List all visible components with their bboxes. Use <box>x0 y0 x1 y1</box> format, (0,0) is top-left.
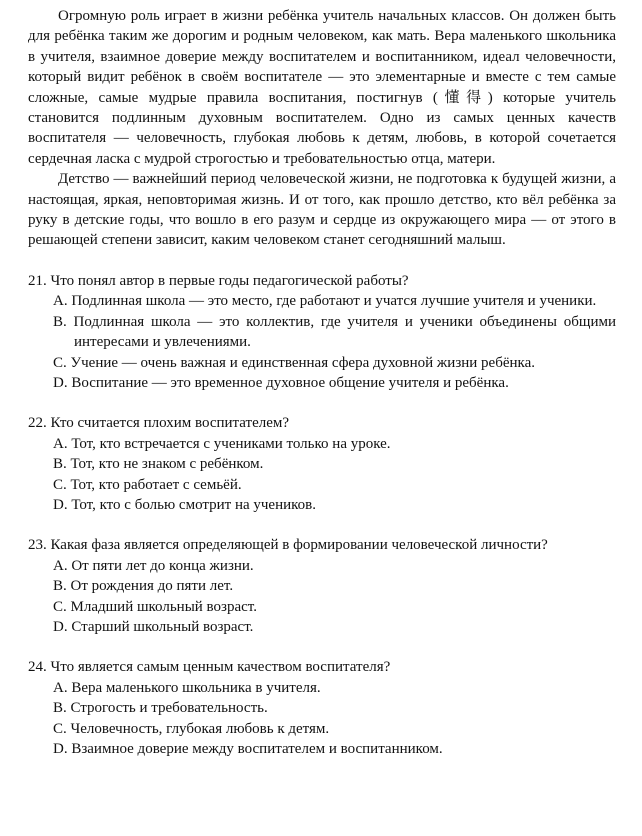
option-c: C. Человечность, глубокая любовь к детям. <box>53 720 330 737</box>
option-d: D. Воспитание — это временное духовное общение учителя и ребёнка. <box>53 374 509 391</box>
section-spacer <box>28 251 616 271</box>
option-d: D. Тот, кто с болью смотрит на учеников. <box>53 496 316 513</box>
answer-options <box>28 434 616 516</box>
option-d: D. Старший школьный возраст. <box>53 618 254 635</box>
option-b: B. Подлинная школа — это коллектив, где учителя и ученики объединены общими интересами и увлечениями. <box>53 313 616 351</box>
option-b: B. Тот, кто не знаком с ребёнком. <box>53 456 264 473</box>
question-text: 23. Какая фаза является определяющей в формировании человеческой личности? <box>28 537 548 554</box>
passage-paragraph-2: Детство — важнейший период человеческой жизни, не подготовка к будущей жизни, а настоящая, яркая, неповторимая жизнь. И от того, как прошло детство, кто вёл ребёнка за руку в детские годы, что вошло в его разум и сердце из окружающего мира — от этого в решающей степени зависит, каким человеком станет сегодняшний малыш. <box>28 171 616 249</box>
option-a: A. Вера маленького школьника в учителя. <box>53 679 321 696</box>
option-d: D. Взаимное доверие между воспитателем и воспитанником. <box>53 741 443 757</box>
answer-options <box>28 556 616 638</box>
option-a: A. Тот, кто встречается с учениками только на уроке. <box>53 435 391 452</box>
question-24 <box>28 657 616 759</box>
option-a: A. Подлинная школа — это место, где работают и учатся лучшие учителя и ученики. <box>53 293 597 310</box>
option-c: C. Учение — очень важная и единственная сфера духовной жизни ребёнка. <box>53 354 535 371</box>
option-b: B. Строгость и требовательность. <box>53 700 268 717</box>
question-text: 22. Кто считается плохим воспитателем? <box>28 415 290 432</box>
question-spacer <box>28 637 616 657</box>
question-21 <box>28 271 616 393</box>
option-c: C. Тот, кто работает с семьёй. <box>53 476 242 493</box>
question-spacer <box>28 393 616 413</box>
question-text: 24. Что является самым ценным качеством воспитателя? <box>28 659 391 676</box>
option-c: C. Младший школьный возраст. <box>53 598 257 615</box>
answer-options <box>28 678 616 760</box>
question-text: 21. Что понял автор в первые годы педагогической работы? <box>28 272 409 289</box>
question-spacer <box>28 515 616 535</box>
question-22 <box>28 413 616 515</box>
option-a: A. От пяти лет до конца жизни. <box>53 557 254 574</box>
answer-options <box>28 291 616 393</box>
passage-paragraph-1: Огромную роль играет в жизни ребёнка учитель начальных классов. Он должен быть для ребёнка таким же дорогим и родным человеком, как мать. Вера маленького школьника в учителя, взаимное доверие между воспитателем и воспитанником, идеал человечности, который видит ребёнок в своём воспитателе — это элементарные и вместе с тем самые сложные, самые мудрые правила воспитания, постигнув (懂得) которые учитель становится подлинным духовным воспитателем. Одно из самых ценных качеств воспитателя — человечность, глубокая любовь к детям, любовь, в которой сочетается сердечная ласка с мудрой строгостью и требовательностью отца, матери. <box>28 8 616 167</box>
question-23 <box>28 535 616 637</box>
option-b: B. От рождения до пяти лет. <box>53 578 234 595</box>
